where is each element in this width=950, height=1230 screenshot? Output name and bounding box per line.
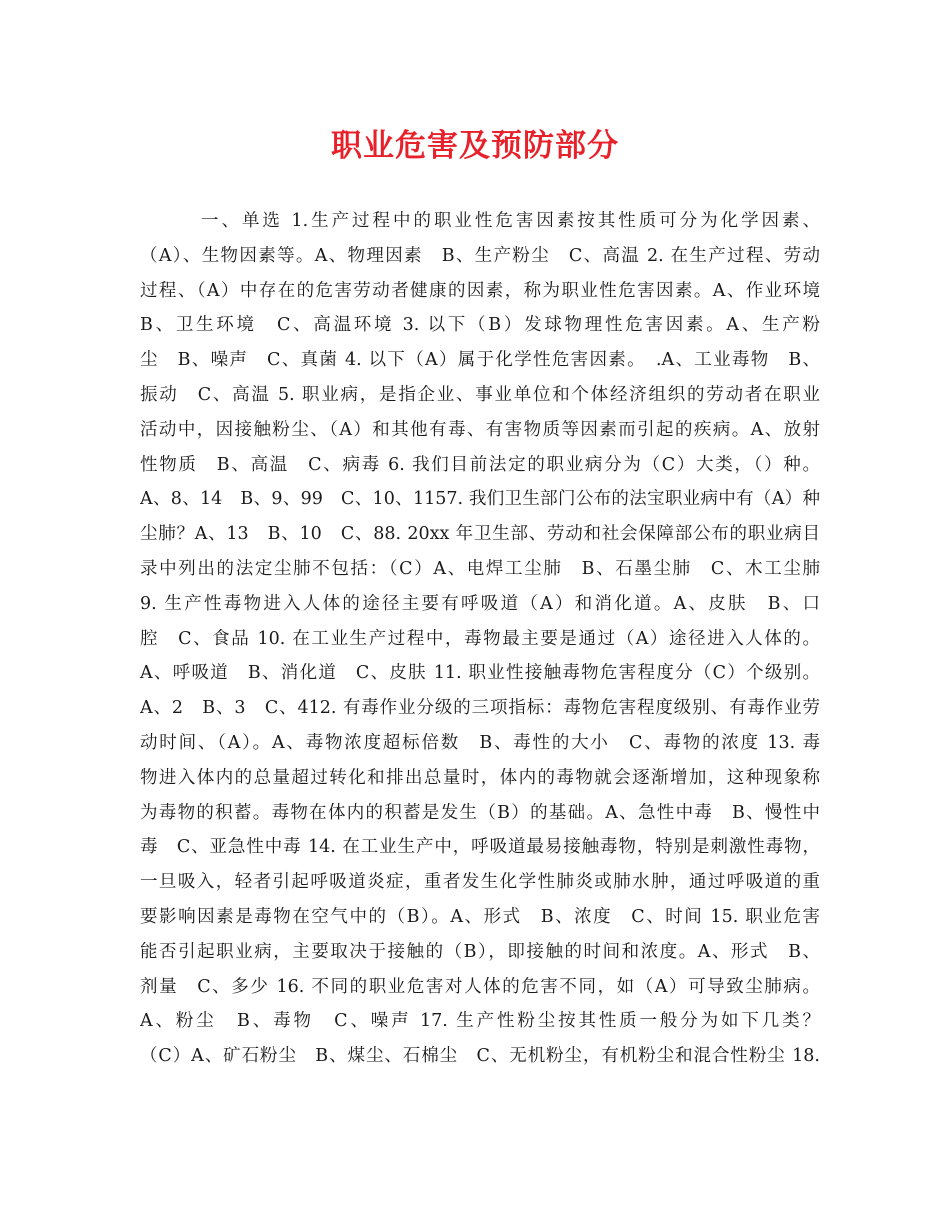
body-line: 物进入体内的总量超过转化和排出总量时，体内的毒物就会逐渐增加，这种现象称: [140, 767, 820, 788]
body-line: 毒 C、亚急性中毒 14. 在工业生产中，呼吸道最易接触毒物，特别是刺激性毒物，: [140, 837, 820, 858]
body-line: 一、单选 1.生产过程中的职业性危害因素按其性质可分为化学因素、: [201, 211, 820, 231]
body-line: （C）A、矿石粉尘 B、煤尘、石棉尘 C、无机粉尘，有机粉尘和混合性粉尘 18.: [140, 1046, 820, 1067]
body-line: A、2 B、3 C、412. 有毒作业分级的三项指标：毒物危害程度级别、有毒作业劳: [140, 698, 820, 719]
body-line: （A）、生物因素等。A、物理因素 B、生产粉尘 C、高温 2. 在生产过程、劳动: [140, 245, 820, 266]
body-line: 动时间、（A）。A、毒物浓度超标倍数 B、毒性的大小 C、毒物的浓度 13. 毒: [140, 732, 820, 753]
body-line: 振动 C、高温 5. 职业病，是指企业、事业单位和个体经济组织的劳动者在职业: [140, 384, 820, 405]
body-line: A、粉尘 B、毒物 C、噪声 17. 生产性粉尘按其性质一般分为如下几类？: [140, 1011, 820, 1032]
body-line: 要影响因素是毒物在空气中的（B）。A、形式 B、浓度 C、时间 15. 职业危害: [140, 906, 820, 927]
document-body: [140, 204, 820, 1074]
body-line: 过程、（A）中存在的危害劳动者健康的因素，称为职业性危害因素。A、作业环境: [140, 280, 820, 301]
body-line: 腔 C、食品 10. 在工业生产过程中，毒物最主要是通过（A）途径进入人体的。: [140, 628, 820, 649]
body-line: 9. 生产性毒物进入人体的途径主要有呼吸道（A）和消化道。A、皮肤 B、口: [140, 593, 820, 614]
body-line: B、卫生环境 C、高温环境 3. 以下（B）发球物理性危害因素。A、生产粉: [140, 315, 820, 336]
document-title: 职业危害及预防部分: [331, 128, 619, 164]
body-line: A、8、14 B、9、99 C、10、1157. 我们卫生部门公布的法宝职业病中有（A）种: [140, 489, 820, 510]
body-line: 性物质 B、高温 C、病毒 6. 我们目前法定的职业病分为（C）大类，（）种。: [140, 454, 820, 475]
body-line: 活动中，因接触粉尘、（A）和其他有毒、有害物质等因素而引起的疾病。A、放射: [140, 419, 820, 440]
body-line: 剂量 C、多少 16. 不同的职业危害对人体的危害不同，如（A）可导致尘肺病。: [140, 976, 820, 997]
body-line: 尘 B、噪声 C、真菌 4. 以下（A）属于化学性危害因素。 .A、工业毒物 B、: [140, 350, 820, 371]
body-line: 录中列出的法定尘肺不包括：（C）A、电焊工尘肺 B、石墨尘肺 C、木工尘肺: [140, 558, 820, 579]
body-line: A、呼吸道 B、消化道 C、皮肤 11. 职业性接触毒物危害程度分（C）个级别。: [140, 663, 820, 684]
body-line: 能否引起职业病，主要取决于接触的（B），即接触的时间和浓度。A、形式 B、: [140, 941, 820, 962]
body-line: 尘肺？A、13 B、10 C、88. 20xx 年卫生部、劳动和社会保障部公布的职业病目: [140, 524, 820, 545]
body-line: 为毒物的积蓄。毒物在体内的积蓄是发生（B）的基础。A、急性中毒 B、慢性中: [140, 802, 820, 823]
body-line: 一旦吸入，轻者引起呼吸道炎症，重者发生化学性肺炎或肺水肿，通过呼吸道的重: [140, 872, 820, 893]
